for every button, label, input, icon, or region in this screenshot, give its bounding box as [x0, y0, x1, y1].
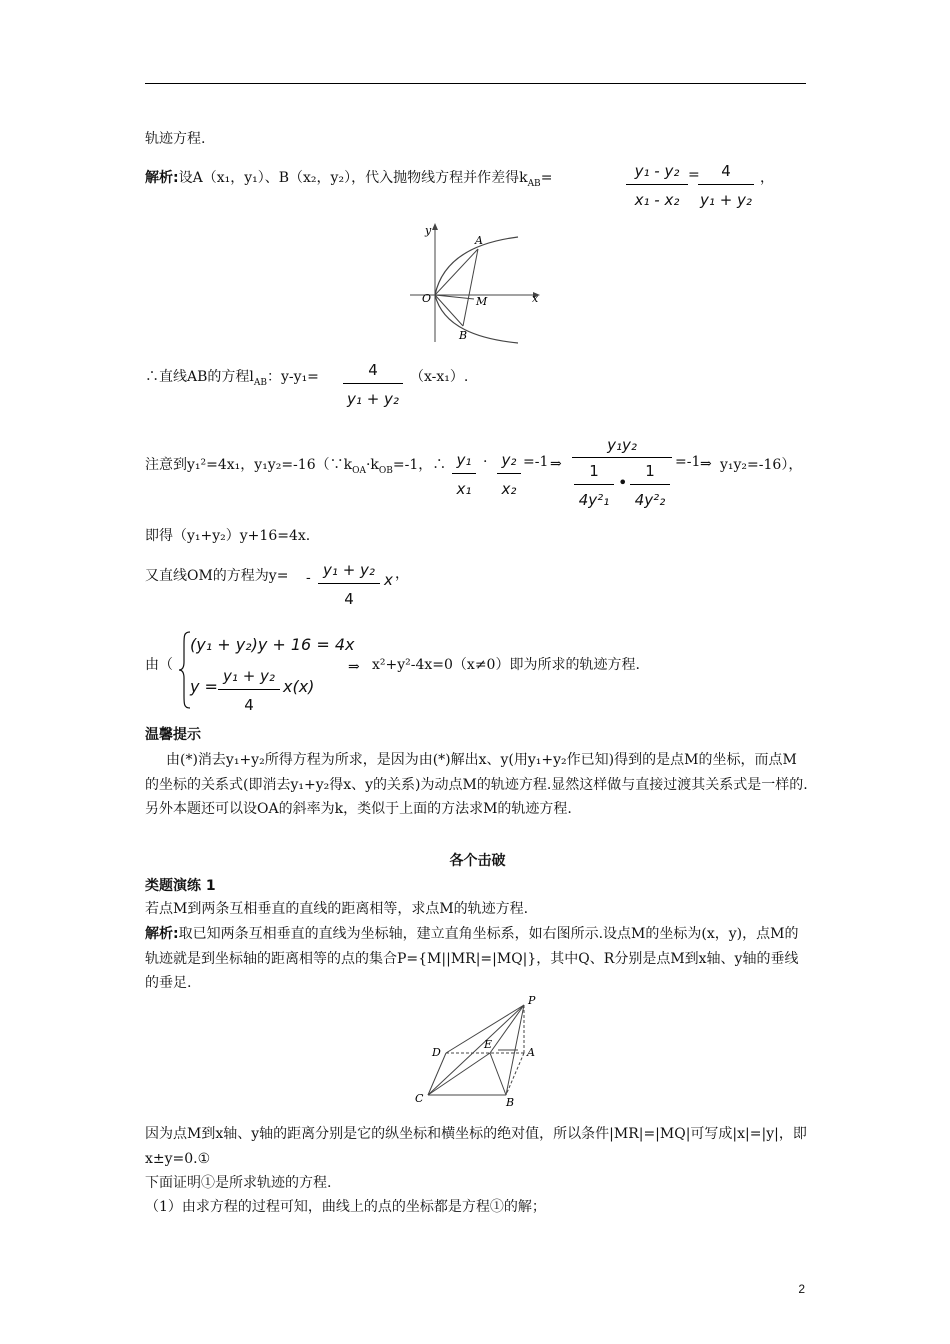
- segment-ab: [463, 249, 478, 326]
- header-rule: [145, 83, 806, 84]
- note-line-start: [145, 454, 446, 476]
- note-text-3: =-1，∴: [392, 457, 447, 473]
- line-ab-mid: ：y-y₁=: [267, 369, 319, 385]
- small-fraction-1: [574, 462, 614, 509]
- system-equation-1: (y₁ + y₂)y + 16 = 4x: [190, 635, 355, 654]
- label-m: M: [476, 295, 488, 308]
- edge-ab: [506, 1053, 524, 1095]
- exercise-question: 若点M到两条互相垂直的直线的距离相等，求点M的轨迹方程.: [145, 901, 529, 917]
- fraction-denominator: x₁ - x₂: [634, 191, 680, 209]
- fraction-denominator: 4y²₂: [634, 491, 666, 509]
- tip-title: 温馨提示: [145, 727, 201, 743]
- label-y: y: [425, 224, 432, 237]
- system-equation-2-tail: x(x): [283, 677, 315, 696]
- edge-eb: [490, 1053, 506, 1095]
- text-line-top: 轨迹方程.: [145, 131, 206, 147]
- solution-k-sub: AB: [527, 178, 541, 189]
- line-ab-equation: [145, 366, 319, 388]
- fraction-slope-a: [626, 162, 688, 209]
- line-om-text: 又直线OM的方程为y=: [145, 568, 289, 584]
- compound-fraction: [572, 436, 672, 510]
- label-b2: B: [506, 1096, 515, 1109]
- fraction-denominator: 4y²₁: [578, 491, 610, 509]
- label-a: A: [475, 234, 483, 247]
- system-prefix: 由（: [145, 657, 173, 673]
- paragraph-after-figure: 因为点M到x轴、y轴的距离分别是它的纵坐标和横坐标的绝对值，所以条件|MR|=|MQ|可写成|x|=|y|，即x±y=0.①: [145, 1126, 807, 1167]
- fraction-numerator: y₁ - y₂: [626, 162, 688, 185]
- parabola-curve: [435, 237, 518, 343]
- section-title: 各个击破: [449, 853, 506, 869]
- small-fraction-2: [630, 462, 670, 509]
- line-om-tail: ，: [395, 566, 409, 582]
- exercise-title: 类题演练 1: [145, 878, 216, 894]
- solution-intro: [145, 167, 552, 189]
- fraction-denominator: x₂: [501, 480, 517, 498]
- label-b: B: [459, 329, 468, 342]
- system-equation-2-lhs: y =: [190, 677, 218, 696]
- fraction-numerator: 4: [343, 361, 403, 384]
- fraction-y1-x1: [452, 451, 476, 498]
- fraction-denominator: x₁: [456, 480, 472, 498]
- fraction-line-ab: [343, 361, 403, 408]
- fraction-denominator: 4: [344, 590, 354, 608]
- exercise-solution-text: 取已知两条互相垂直的直线为坐标轴，建立直角坐标系，如右图所示.设点M的坐标为(x，y)，点M的轨迹就是到坐标轴的距离相等的点的集合P={M||MR|=|MQ|}，其中Q、R分别是点M到x轴、y轴的垂线的垂足.: [145, 926, 799, 991]
- segment-ob: [435, 295, 463, 326]
- proof-line-1: 下面证明①是所求轨迹的方程.: [145, 1175, 332, 1191]
- exercise-solution-label: 解析:: [145, 926, 179, 942]
- fraction-numerator: 4: [698, 162, 754, 185]
- fraction-numerator: 1: [574, 462, 614, 485]
- note-text-4: =-1: [523, 454, 549, 470]
- pyramid-figure: [410, 990, 545, 1110]
- label-a2: A: [527, 1046, 535, 1059]
- segment-oa: [435, 249, 478, 295]
- line-ab-sub: AB: [253, 377, 268, 388]
- y-axis-arrow: [432, 223, 438, 230]
- fraction-numerator: y₁: [452, 451, 476, 474]
- text-line-ji: 即得（y₁+y₂）y+16=4x.: [145, 528, 311, 544]
- solution-label: 解析:: [145, 170, 179, 186]
- fraction-numerator: y₁ + y₂: [318, 561, 380, 584]
- fraction-system: [218, 667, 280, 714]
- label-e: E: [484, 1038, 493, 1051]
- note-text-1: 注意到y₁²=4x₁，y₁y₂=-16（∵k: [145, 457, 353, 473]
- note-text-6: y₁y₂=-16），: [720, 457, 803, 473]
- fraction-line-om: [318, 561, 380, 608]
- fraction-slope-b: [698, 162, 754, 209]
- note-text-2: ·k: [365, 457, 379, 473]
- label-p: P: [528, 994, 536, 1007]
- equals-sign: =: [540, 170, 553, 186]
- note-sub-1: OA: [352, 465, 366, 476]
- comma: ，: [760, 170, 774, 186]
- line-ab-prefix: ∴直线AB的方程l: [145, 369, 254, 385]
- parabola-figure: [408, 222, 544, 346]
- exercise-solution: [145, 922, 810, 996]
- implies-arrow-2: ⇒: [700, 456, 712, 472]
- fraction-numerator: 1: [630, 462, 670, 485]
- bullet-operator: •: [618, 473, 628, 492]
- tip-paragraph: 由(*)消去y₁+y₂所得方程为所求，是因为由(*)解出x、y(用y₁+y₂作已知)得到的是点M的坐标，而点M的坐标的关系式(即消去y₁+y₂得x、y的关系)为动点M的轨迹方程.显然这样做与直接过渡其关系式是一样的.另外本题还可以设OA的斜率为k，类似于上面的方法求M的轨迹方程.: [145, 752, 808, 817]
- system-result: x²+y²-4x=0（x≠0）即为所求的轨迹方程.: [372, 657, 640, 673]
- fraction-numerator: y₁ + y₂: [218, 667, 280, 690]
- dot-operator: ·: [483, 454, 488, 470]
- label-d: D: [432, 1046, 441, 1059]
- fraction-numerator: y₂: [497, 451, 521, 474]
- fraction-denominator: y₁ + y₂: [700, 191, 752, 209]
- line-om-var: x: [384, 571, 393, 589]
- note-sub-2: OB: [378, 465, 393, 476]
- label-x: x: [532, 292, 539, 305]
- system-implies: ⇒: [348, 659, 360, 675]
- label-o: O: [422, 292, 432, 305]
- proof-line-2: （1）由求方程的过程可知，曲线上的点的坐标都是方程①的解；: [145, 1199, 546, 1215]
- page-number: 2: [798, 1282, 805, 1296]
- fraction-denominator: 4: [244, 696, 254, 714]
- note-text-5: =-1: [675, 454, 701, 470]
- compound-numerator: y₁y₂: [572, 436, 672, 458]
- label-c: C: [415, 1092, 424, 1105]
- line-ab-tail: （x-x₁）.: [410, 369, 469, 385]
- equals-sign-2: =: [688, 167, 700, 183]
- fraction-y2-x2: [497, 451, 521, 498]
- line-om-minus: -: [306, 570, 311, 586]
- implies-arrow: ⇒: [550, 456, 562, 472]
- fraction-denominator: y₁ + y₂: [347, 390, 399, 408]
- solution-text: 设A（x₁，y₁）、B（x₂，y₂），代入抛物线方程并作差得k: [178, 170, 528, 186]
